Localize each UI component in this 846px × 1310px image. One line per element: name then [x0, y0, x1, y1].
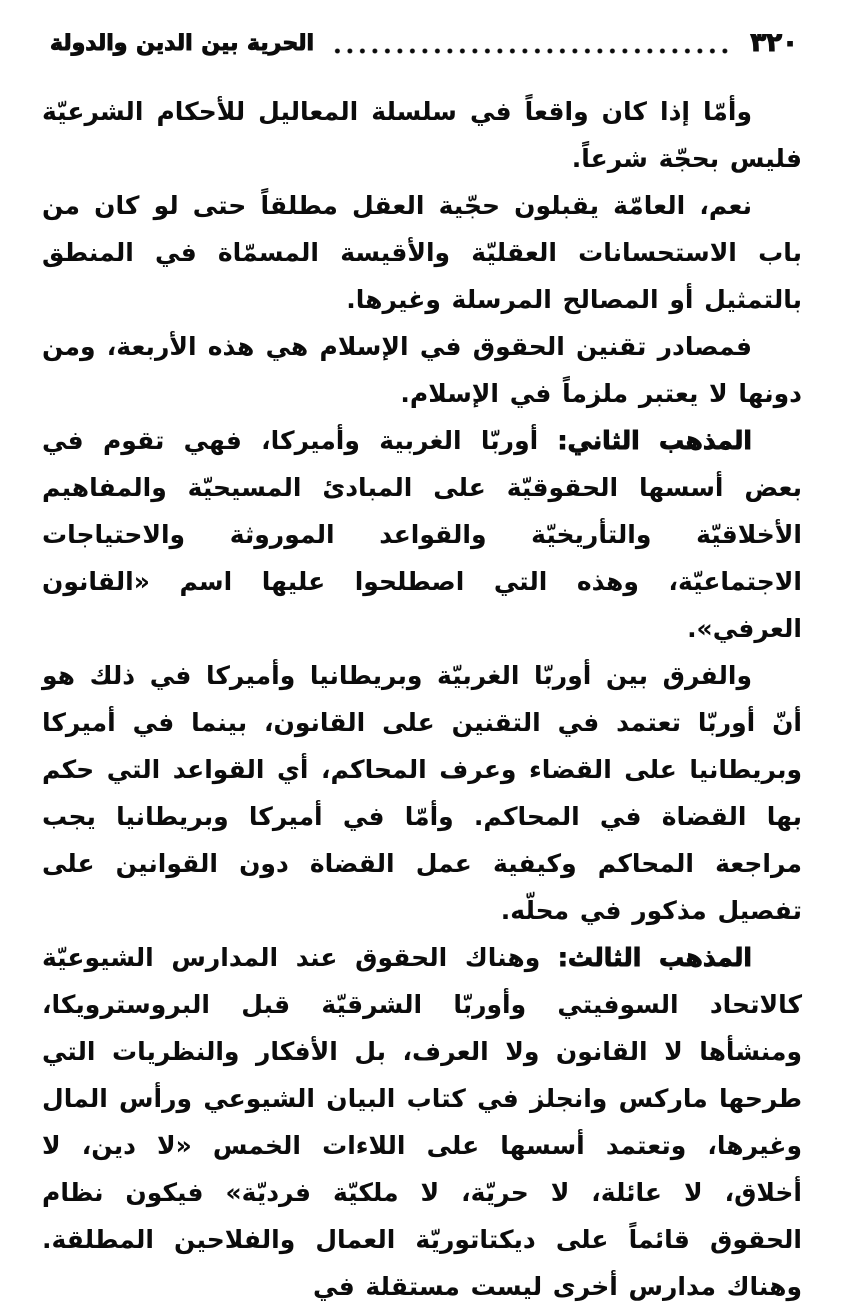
page-number: ٣٢٠: [750, 28, 798, 58]
page-body: [42, 88, 802, 1310]
paragraph: والفرق بين أوربّا الغربيّة وبريطانيا وأميركا في ذلك هو أنّ أوربّا تعتمد في التقنين على القانون، بينما في أميركا وبريطانيا على القضاء وعرف المحاكم، أي القواعد التي حكم بها القضاة في المحاكم. وأمّا في أميركا وبريطانيا يجب مراجعة المحاكم وكيفية عمل القضاة دون القوانين على تفصيل مذكور في محلّه.: [42, 661, 802, 925]
paragraph: المذهب الثاني: أوربّا الغربية وأميركا، فهي تقوم في بعض أسسها الحقوقيّة على المبادئ المسيحيّة والمفاهيم الأخلاقيّة والتأريخيّة والقواعد الموروثة والاحتياجات الاجتماعيّة، وهذه التي اصطلحوا عليها اسم «القانون العرفي».: [42, 426, 802, 643]
section-heading: المذهب الثاني:: [538, 426, 752, 455]
section-heading: المذهب الثالث:: [540, 943, 752, 972]
dots-leader: [328, 48, 734, 54]
book-title: الحرية بين الدين والدولة: [50, 30, 314, 56]
page-header: [50, 24, 798, 62]
paragraph: وأمّا إذا كان واقعاً في سلسلة المعاليل للأحكام الشرعيّة فليس بحجّة شرعاً.: [42, 97, 802, 173]
paragraph: نعم، العامّة يقبلون حجّية العقل مطلقاً حتى لو كان من باب الاستحسانات العقليّة والأقيسة المسمّاة في المنطق بالتمثيل أو المصالح المرسلة وغيرها.: [42, 191, 802, 314]
paragraph: المذهب الثالث: وهناك الحقوق عند المدارس الشيوعيّة كالاتحاد السوفيتي وأوربّا الشرقيّة قبل البروسترويكا، ومنشأها لا القانون ولا العرف، بل الأفكار والنظريات التي طرحها ماركس وانجلز في كتاب البيان الشيوعي ورأس المال وغيرها، وتعتمد أسسها على اللاءات الخمس «لا دين، لا أخلاق، لا عائلة، لا حريّة، لا ملكيّة فرديّة» فيكون نظام الحقوق قائماً على ديكتاتوريّة العمال والفلاحين المطلقة. وهناك مدارس أخرى ليست مستقلة في: [42, 943, 802, 1301]
paragraph: فمصادر تقنين الحقوق في الإسلام هي هذه الأربعة، ومن دونها لا يعتبر ملزماً في الإسلام.: [42, 332, 802, 408]
